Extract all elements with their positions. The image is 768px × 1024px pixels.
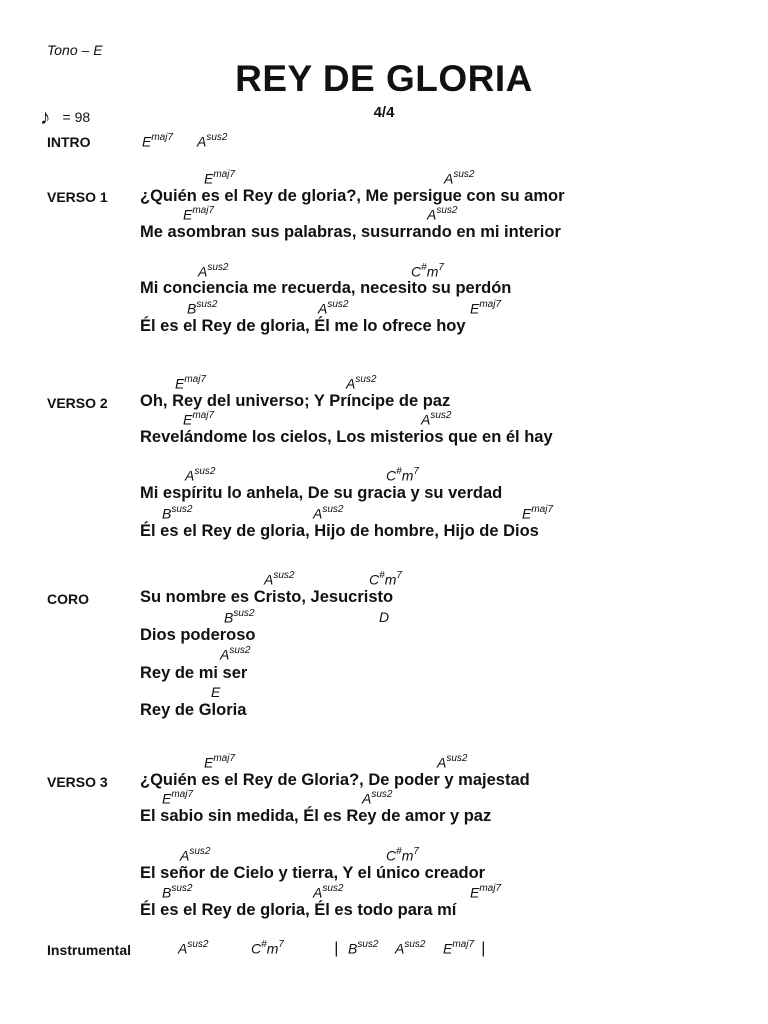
- chord-emaj7: $E^{maj7}$: [470, 299, 502, 317]
- lyric-line: Revelándome los cielos, Los misterios que en él hay: [140, 428, 553, 446]
- chord-asus2: $A^{sus2}$: [180, 846, 211, 864]
- lyric-line: Rey de mi ser: [140, 664, 248, 682]
- lyric-line: El sabio sin medida, Él es Rey de amor y paz: [140, 807, 492, 825]
- song-title: REY DE GLORIA: [235, 58, 533, 99]
- chord-e: E: [211, 684, 221, 700]
- bar-line: |: [481, 940, 486, 957]
- chord-asus2: $A^{sus2}$: [444, 169, 475, 187]
- bar-line: |: [334, 940, 339, 957]
- time-signature: 4/4: [373, 104, 395, 121]
- section-label-verso-1: VERSO 1: [47, 189, 108, 205]
- chord-emaj7: $E^{maj7}$: [175, 374, 207, 392]
- chord-emaj7: $E^{maj7}$: [470, 883, 502, 901]
- lyric-line: Rey de Gloria: [140, 701, 247, 719]
- lyric-line: Él es el Rey de gloria, Él es todo para mí: [140, 901, 457, 919]
- chord-emaj7: $E^{maj7}$: [142, 132, 174, 150]
- lyric-line: Su nombre es Cristo, Jesucristo: [140, 588, 394, 606]
- section-label-intro: INTRO: [47, 134, 91, 150]
- eighth-note-icon: ♪: [40, 106, 51, 129]
- chord-asus2: $A^{sus2}$: [346, 374, 377, 392]
- chord-emaj7: $E^{maj7}$: [204, 169, 236, 187]
- section-label-verso-3: VERSO 3: [47, 774, 108, 790]
- chord-emaj7: $E^{maj7}$: [443, 939, 475, 957]
- tempo-value: = 98: [62, 109, 91, 125]
- lyric-line: Dios poderoso: [140, 626, 256, 644]
- lyric-line: Mi conciencia me recuerda, necesito su perdón: [140, 279, 512, 297]
- chord-asus2: $A^{sus2}$: [421, 410, 452, 428]
- tono-label: Tono – E: [47, 42, 103, 58]
- chord-asus2: $A^{sus2}$: [427, 205, 458, 223]
- chord-emaj7: $E^{maj7}$: [162, 789, 194, 807]
- section-label-instrumental: Instrumental: [47, 942, 132, 958]
- chord-bsus2: $B^{sus2}$: [187, 299, 218, 317]
- chord-csharp-m7: $C^{\#}m^7$: [411, 262, 444, 280]
- chord-asus2: $A^{sus2}$: [395, 939, 426, 957]
- chord-csharp-m7: $C^{\#}m^7$: [251, 939, 284, 957]
- lyric-line: Me asombran sus palabras, susurrando en mi interior: [140, 223, 561, 241]
- lyric-line: Él es el Rey de gloria, Él me lo ofrece hoy: [140, 317, 466, 335]
- lyric-line: ¿Quién es el Rey de Gloria?, De poder y majestad: [140, 771, 530, 789]
- chord-asus2: $A^{sus2}$: [197, 132, 228, 150]
- chord-emaj7: $E^{maj7}$: [522, 504, 554, 522]
- chord-csharp-m7: $C^{\#}m^7$: [386, 846, 419, 864]
- chord-asus2: $A^{sus2}$: [198, 262, 229, 280]
- chord-bsus2: $B^{sus2}$: [162, 883, 193, 901]
- chord-bsus2: $B^{sus2}$: [162, 504, 193, 522]
- chord-asus2: $A^{sus2}$: [264, 570, 295, 588]
- chord-csharp-m7: $C^{\#}m^7$: [369, 570, 402, 588]
- lyric-line: El señor de Cielo y tierra, Y el único creador: [140, 864, 486, 882]
- chord-asus2: $A^{sus2}$: [318, 299, 349, 317]
- chord-bsus2: $B^{sus2}$: [348, 939, 379, 957]
- chord-asus2: $A^{sus2}$: [313, 883, 344, 901]
- chord-asus2: $A^{sus2}$: [313, 504, 344, 522]
- lyric-line: Él es el Rey de gloria, Hijo de hombre, Hijo de Dios: [140, 522, 539, 540]
- chord-asus2: $A^{sus2}$: [185, 466, 216, 484]
- chord-emaj7: $E^{maj7}$: [183, 410, 215, 428]
- chord-asus2: $A^{sus2}$: [220, 645, 251, 663]
- chord-emaj7: $E^{maj7}$: [183, 205, 215, 223]
- chord-d: D: [379, 609, 390, 625]
- chord-bsus2: $B^{sus2}$: [224, 608, 255, 626]
- lyric-line: ¿Quién es el Rey de gloria?, Me persigue con su amor: [140, 187, 565, 205]
- section-label-coro: CORO: [47, 591, 89, 607]
- chord-emaj7: $E^{maj7}$: [204, 753, 236, 771]
- chord-csharp-m7: $C^{\#}m^7$: [386, 466, 419, 484]
- chord-asus2: $A^{sus2}$: [362, 789, 393, 807]
- lyric-line: Oh, Rey del universo; Y Príncipe de paz: [140, 392, 451, 410]
- chord-asus2: $A^{sus2}$: [437, 753, 468, 771]
- chord-asus2: $A^{sus2}$: [178, 939, 209, 957]
- lyric-line: Mi espíritu lo anhela, De su gracia y su verdad: [140, 484, 503, 502]
- section-label-verso-2: VERSO 2: [47, 395, 108, 411]
